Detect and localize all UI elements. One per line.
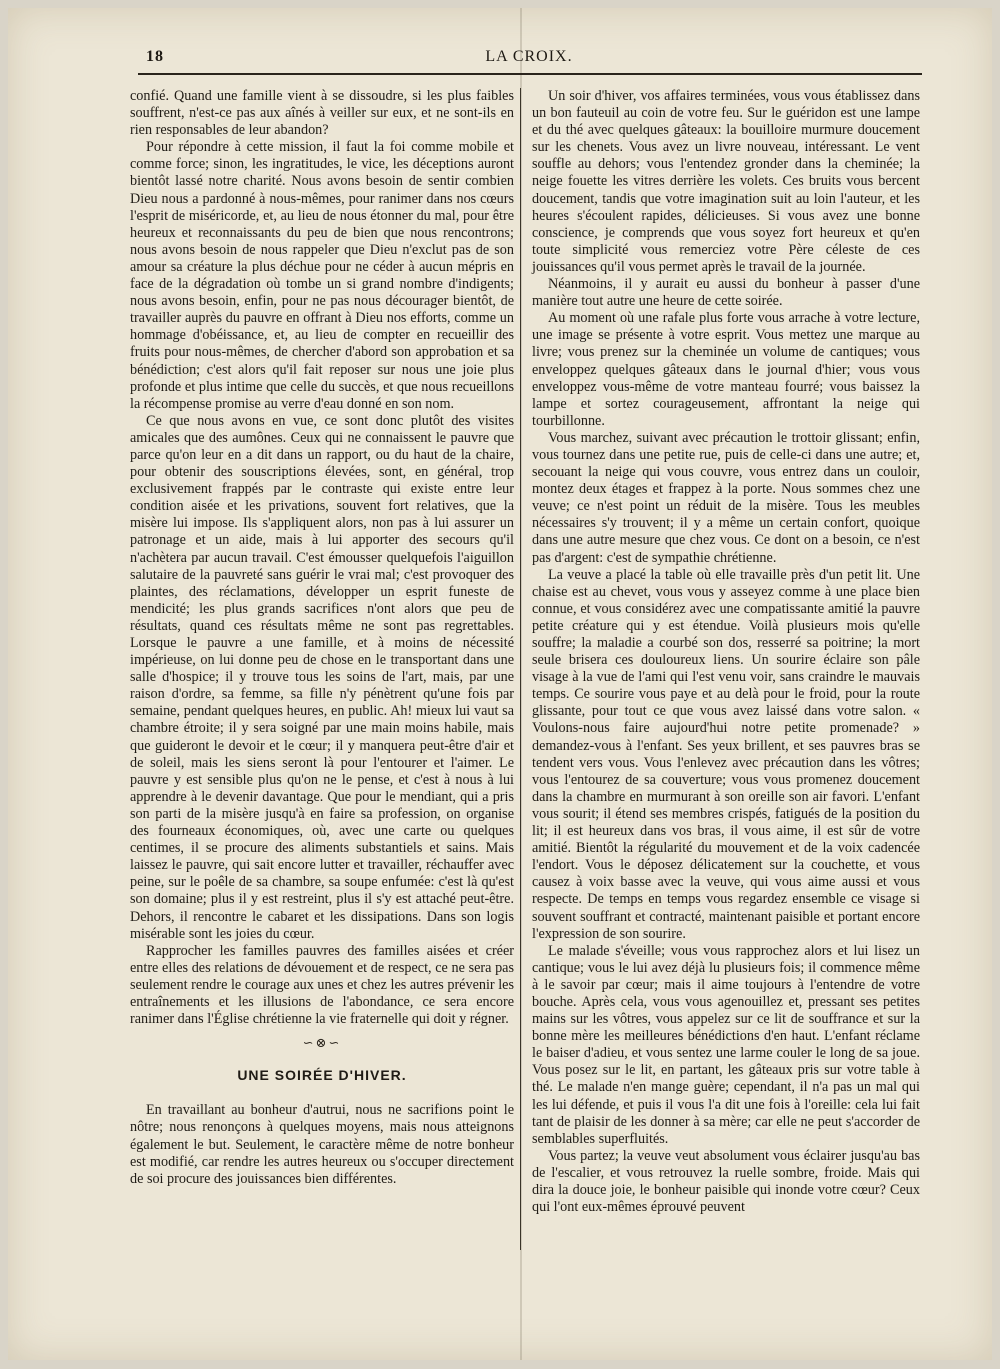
paragraph: En travaillant au bonheur d'autrui, nous ne sacrifions point le nôtre; nous renonçons à quelques moyens, mais nous atteignons également le but. Seulement, le caractère même de notre bonheur est modifié, car rendre les autres heureux ou s'occuper directement de soi procure des jouissances bien différentes.: [130, 1102, 514, 1187]
paragraph: Un soir d'hiver, vos affaires terminées, vous vous établissez dans un bon fauteuil au coin de votre feu. Sur le guéridon est une lampe et du thé avec quelques gâteaux: la bouilloire murmure doucement sur les chenets. Vous avez un livre nouveau, intéressant. Le vent souffle au dehors; vous l'entendez gronder dans la cheminée; la neige fouette les vitres derrière les volets. Ces bruits vous bercent doucement, tandis que votre imagination suit au loin l'auteur, et les heures s'écoulent rapides, délicieuses. Si vous avez une bonne conscience, je comprends que vous soyez fort heureux et qu'en toute simplicité vous remerciez votre Père céleste de ces jouissances qu'il vous permet après le travail de la journée.: [532, 88, 920, 275]
page-header: [138, 48, 920, 70]
right-column: [532, 88, 920, 1216]
paragraph: Vous partez; la veuve veut absolument vous éclairer jusqu'au bas de l'escalier, et vous retrouvez la ruelle sombre, froide. Mais qui dira la douce joie, le bonheur paisible qui inonde votre cœur? Ceux qui l'ont eux-mêmes éprouvé peuvent: [532, 1147, 920, 1216]
page-number: 18: [146, 48, 164, 65]
left-column: [130, 88, 514, 1188]
paragraph: confié. Quand une famille vient à se dissoudre, si les plus faibles souffrent, n'est-ce pas aux aînés à veiller sur eux, et ne sont-ils en rien responsables de leur abandon?: [130, 88, 514, 139]
paragraph: Rapprocher les familles pauvres des familles aisées et créer entre elles des relations de dévouement et de respect, ce ne sera pas seulement rendre le courage aux unes et chez les autres prévenir les entraînements et les illusions de l'abondance, ce sera encore ranimer dans l'Église chrétienne la vie fraternelle qui doit y régner.: [130, 942, 514, 1028]
paragraph: Néanmoins, il y aurait eu aussi du bonheur à passer d'une manière tout autre une heure de cette soirée.: [532, 276, 920, 310]
paragraph: La veuve a placé la table où elle travaille près d'un petit lit. Une chaise est au chevet, vous vous y asseyez comme à une place bien connue, et vous considérez avec une compatissante amitié la pauvre petite créature qui y est étendue. Voilà plusieurs mois qu'elle souffre; la maladie a courbé son dos, resserré sa poitrine; la mort seule brisera ces douloureux liens. Un sourire éclaire son pâle visage à la vue de l'ami qui l'est venu voir, sans craindre le mauvais temps. Ce sourire vous paye et au delà pour le froid, pour la route glissante, pour tout ce que vous avez laissé dans votre salon. « Voulons-nous faire aujourd'hui notre petite promenade? » demandez-vous à l'enfant. Ses yeux brillent, et ses pauvres bras se tendent vers vous. Vous l'enlevez avec précaution dans les vôtres; vous l'entourez de sa couverture; vous vous promenez doucement dans la chambre en murmurant à son oreille son air favori. L'enfant vous sourit; il étend ses membres crispés, fatigués de la position du lit; il est heureux dans vos bras, il vous aime, il est sûr de votre amitié. Bientôt la régularité du mouvement et de la voix cadencée l'endort. Vous le déposez délicatement sur la couchette, et vous causez à voix basse avec la veuve, qui vous aime aussi et vous respecte. De temps en temps vous regardez ensemble ce visage si souvent souffrant et contracté, maintenant paisible et portant encore l'expression de son sourire.: [532, 566, 920, 942]
section-ornament: ∽⊗∽: [302, 1035, 342, 1051]
column-divider: [520, 88, 521, 1250]
paragraph: Pour répondre à cette mission, il faut la foi comme mobile et comme force; sinon, les ingratitudes, le vice, les déceptions auront bientôt lassé notre charité. Nous avons besoin de sentir combien Dieu nous a pardonné à nous-mêmes, pour ranimer dans nos cœurs l'esprit de miséricorde, et, au lieu de nous étonner du mal, pour être heureux et reconnaissants du peu de bien que nous rencontrons; nous avons besoin de nous rappeler que Dieu n'exclut pas de son amour sa créature la plus déchue pour ne céder à aucun mépris en face de la dégradation où tombe un si grand nombre d'indigents; nous avons besoin, enfin, pour ne pas nous décourager bientôt, de travailler auprès du pauvre en offrant à Dieu nos efforts, comme un hommage d'obéissance, et, au lieu de compter en recueillir des fruits pour nous-mêmes, de chercher d'abord son approbation et sa bénédiction; c'est alors qu'il fait reposer sur nous une joie plus profonde et plus intime que celle du succès, et que nous recueillons la récompense promise au verre d'eau donné en son nom.: [130, 139, 514, 412]
paragraph: Au moment où une rafale plus forte vous arrache à votre lecture, une image se présente à votre esprit. Vous mettez une marque au livre; vous prenez sur la cheminée un volume de cantiques; vous enveloppez quelques gâteaux dans le journal d'hier; vous vous enveloppez vous-même de votre manteau fourré; vous baissez la lampe et sortez courageusement, affrontant la neige qui tourbillonne.: [532, 310, 920, 429]
newspaper-title: LA CROIX.: [485, 48, 573, 65]
paragraph: Vous marchez, suivant avec précaution le trottoir glissant; enfin, vous tournez dans une petite rue, puis de celle-ci dans une autre; et, secouant la neige qui vous couvre, vous entrez dans un couloir, montez deux étages et frappez à la porte. Nous sommes chez une veuve; ce n'est point un réduit de la misère. Tous les meubles nécessaires s'y trouvent; il y a même un certain confort, quoique dans une autre mesure que chez vous. Ce dont on a besoin, ce n'est pas d'argent: c'est de sympathie chrétienne.: [532, 429, 920, 566]
section-title: UNE SOIRÉE D'HIVER.: [237, 1067, 407, 1084]
header-rule: [138, 73, 922, 75]
paragraph: Ce que nous avons en vue, ce sont donc plutôt des visites amicales que des aumônes. Ceux qui ne connaissent le pauvre que parce qu'on leur en a dit dans un rapport, ou du haut de la chaire, pour obtenir des souscriptions élevées, sont, en général, trop exclusivement frappés par le contraste qui existe entre leur condition aisée et les privations, souvent fort relatives, que la misère lui impose. Ils s'appliquent alors, non pas à lui assurer un patronage et un aide, mais à lui apporter des secours qu'il n'achètera par aucun travail. C'est émousser quelquefois l'aiguillon salutaire de la pauvreté sans guérir le vrai mal; c'est provoquer des plaintes, des réclamations, développer un esprit funeste de mendicité; les plus grands sacrifices n'ont alors que peu de résultats, quand ces résultats même ne sont pas regrettables. Lorsque le pauvre a une famille, et à moins de nécessité impérieuse, on lui donne peu de chose en le transportant dans une salle d'hospice; il y trouve tous les soins de l'art, mais, par une raison d'ordre, sa femme, sa fille n'y pénètrent qu'une fois par semaine, pendant quelques heures, en public. Ah! mieux lui vaut sa chambre étroite; il y sera soigné par une main moins habile, mais que guideront le devoir et le cœur; il y manquera peut-être d'air et de soleil, mais les siens seront là pour l'entourer et l'aimer. Le pauvre y est sensible plus qu'on ne le pense, et c'est à nous à lui apprendre à le devenir davantage. Que pour le mendiant, qui a pris son parti de la misère jusqu'à en faire sa profession, on organise des fourneaux économiques, où, avec une carte ou quelques centimes, il se procure des aliments substantiels et sains. Mais laissez le pauvre, qui sait encore lutter et travailler, réchauffer avec peine, sur le poêle de sa chambre, sa soupe enfumée: c'est là qu'est son domaine; plus il y est restreint, plus il s'y est attaché peut-être. Dehors, il rencontre le cabaret et les dissipations. Dans son logis misérable sont les joies du cœur.: [130, 412, 514, 942]
paragraph: Le malade s'éveille; vous vous rapprochez alors et lui lisez un cantique; vous le lui avez déjà lu plusieurs fois; il commence même à le savoir par cœur; mais il aime toujours à l'entendre de votre bouche. Après cela, vous vous agenouillez et, pressant ses petites mains sur les vôtres, vous appelez sur ce lit de souffrance et sur la bonne mère les meilleures bénédictions d'en haut. L'enfant réclame le baiser d'adieu, et vous sentez une larme couler le long de sa joue. Vous posez sur le lit, en partant, les gâteaux pris sur votre table à thé. Le malade n'en mange guère; cependant, il n'a pas un mal qui les lui défende, et puis il vous l'a dit une fois à l'oreille: cela lui fait tant de plaisir de les donner à sa mère; car elle ne peut s'accorder de semblables superfluités.: [532, 942, 920, 1147]
